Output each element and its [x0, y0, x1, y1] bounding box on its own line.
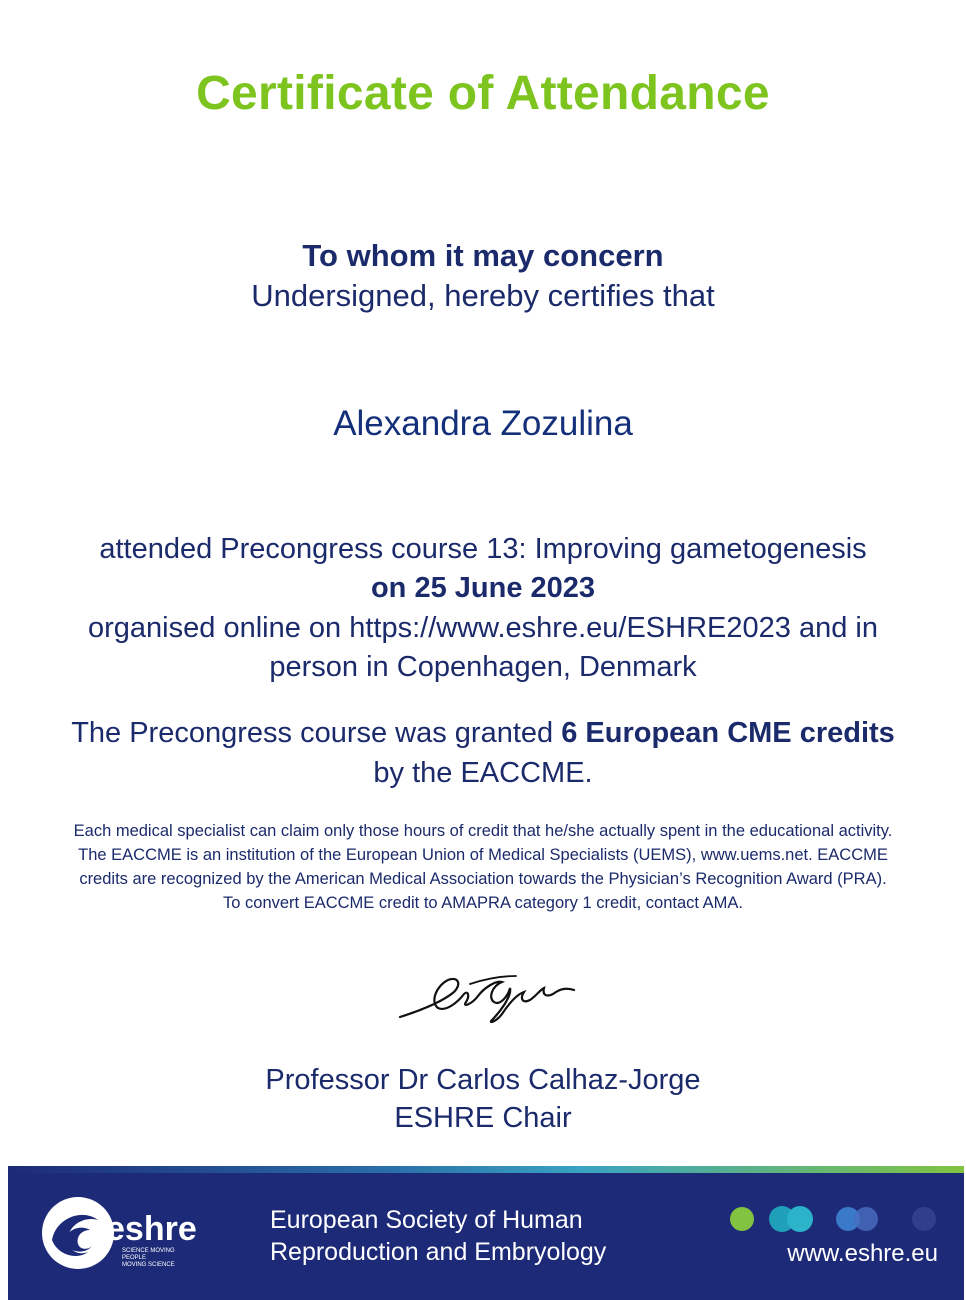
society-line: European Society of Human — [270, 1206, 583, 1234]
footer-banner — [8, 1166, 964, 1300]
eshre-logo — [38, 1188, 208, 1278]
logo-tagline: PEOPLE — [122, 1255, 147, 1261]
certificate-title: Certificate of Attendance — [196, 67, 770, 120]
fine-print-line: credits are recognized by the American Medical Association towards the Physician’s Recognition Award (PRA). — [79, 870, 887, 888]
course-location-line2: person in Copenhagen, Denmark — [269, 651, 697, 683]
course-line: attended Precongress course 13: Improving gametogenesis — [99, 533, 867, 565]
logo-wordmark: eshre — [106, 1210, 197, 1248]
fine-print-line: Each medical specialist can claim only those hours of credit that he/she actually spent in the educational activity. — [73, 822, 893, 840]
fine-print-line: To convert EACCME credit to AMAPRA category 1 credit, contact AMA. — [223, 894, 743, 912]
footer-website-link[interactable]: www.eshre.eu — [787, 1240, 938, 1267]
footer-gradient-line — [8, 1166, 964, 1173]
credits-statement — [0, 714, 966, 753]
attendee-name: Alexandra Zozulina — [333, 404, 633, 443]
credits-amount: 6 European CME credits — [561, 717, 895, 749]
greeting: To whom it may concern — [302, 238, 664, 273]
credits-prefix: The Precongress course was granted — [71, 717, 562, 749]
certifies-line: Undersigned, hereby certifies that — [251, 278, 715, 313]
signer-name: Professor Dr Carlos Calhaz-Jorge — [265, 1064, 701, 1096]
logo-tagline: MOVING SCIENCE — [122, 1262, 175, 1268]
society-line: Reproduction and Embryology — [270, 1238, 607, 1266]
fine-print-line: The EACCME is an institution of the European Union of Medical Specialists (UEMS), www.uems.net. EACCME — [78, 846, 888, 864]
course-location-line1: organised online on https://www.eshre.eu/ESHRE2023 and in — [88, 612, 878, 644]
signature — [392, 962, 592, 1032]
logo-tagline: SCIENCE MOVING — [122, 1248, 175, 1254]
course-date: on 25 June 2023 — [370, 572, 596, 604]
decorative-dots — [726, 1202, 946, 1236]
society-name — [270, 1204, 606, 1268]
credits-suffix: by the EACCME. — [373, 757, 593, 789]
signer-role: ESHRE Chair — [394, 1102, 572, 1134]
